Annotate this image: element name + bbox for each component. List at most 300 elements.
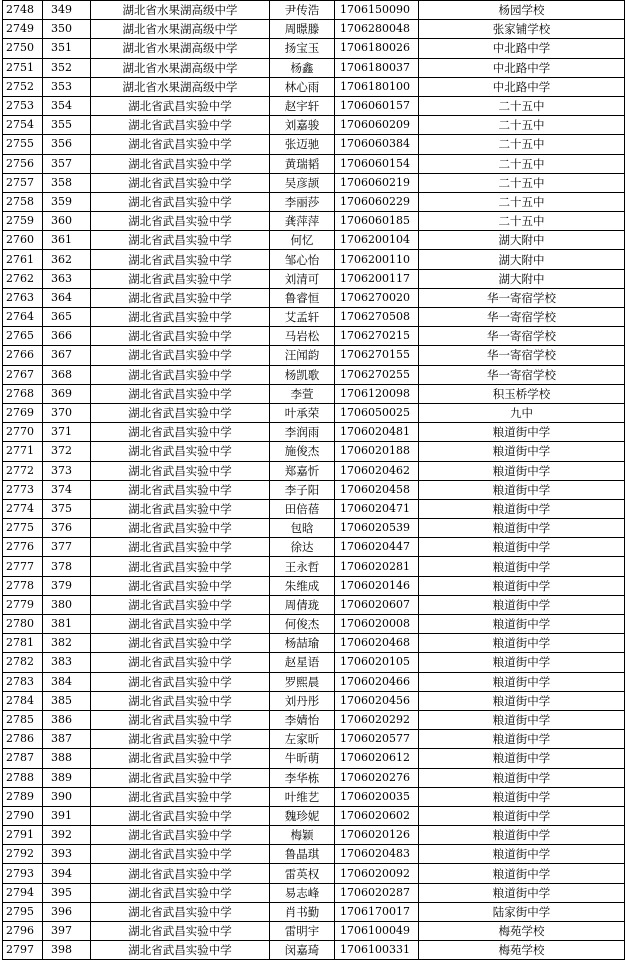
admitting-school-cell: 湖北省水果湖高级中学 (91, 58, 270, 77)
sequence-cell: 364 (43, 288, 91, 307)
student-name-cell: 李丽莎 (270, 192, 335, 211)
student-name-cell: 杨喆瑜 (270, 634, 335, 653)
admitting-school-cell: 湖北省水果湖高级中学 (91, 39, 270, 58)
table-row (3, 710, 625, 729)
sequence-cell: 385 (43, 691, 91, 710)
graduating-school-cell: 粮道街中学 (419, 806, 625, 825)
student-name-cell: 何忆 (270, 231, 335, 250)
table-row (3, 173, 625, 192)
table-row (3, 403, 625, 422)
admitting-school-cell: 湖北省武昌实验中学 (91, 576, 270, 595)
sequence-cell: 386 (43, 710, 91, 729)
student-name-cell: 叶承荣 (270, 403, 335, 422)
sequence-cell: 379 (43, 576, 91, 595)
student-name-cell: 杨凯歌 (270, 365, 335, 384)
admitting-school-cell: 湖北省武昌实验中学 (91, 365, 270, 384)
exam-id-cell: 1706270020 (335, 288, 419, 307)
table-row (3, 346, 625, 365)
table-row (3, 212, 625, 231)
graduating-school-cell: 九中 (419, 403, 625, 422)
student-name-cell: 郑嘉忻 (270, 461, 335, 480)
exam-id-cell: 1706060384 (335, 135, 419, 154)
sequence-cell: 362 (43, 250, 91, 269)
admitting-school-cell: 湖北省武昌实验中学 (91, 557, 270, 576)
row-number-cell: 2787 (3, 749, 43, 768)
exam-id-cell: 1706180100 (335, 77, 419, 96)
exam-id-cell: 1706170017 (335, 902, 419, 921)
sequence-cell: 363 (43, 269, 91, 288)
exam-id-cell: 1706060219 (335, 173, 419, 192)
table-row (3, 615, 625, 634)
admitting-school-cell: 湖北省武昌实验中学 (91, 730, 270, 749)
sequence-cell: 349 (43, 1, 91, 20)
graduating-school-cell: 粮道街中学 (419, 557, 625, 576)
exam-id-cell: 1706020188 (335, 442, 419, 461)
table-row (3, 365, 625, 384)
student-name-cell: 李润雨 (270, 423, 335, 442)
student-name-cell: 杨鑫 (270, 58, 335, 77)
sequence-cell: 395 (43, 883, 91, 902)
exam-id-cell: 1706020281 (335, 557, 419, 576)
student-name-cell: 魏珍妮 (270, 806, 335, 825)
row-number-cell: 2774 (3, 499, 43, 518)
admitting-school-cell: 湖北省武昌实验中学 (91, 691, 270, 710)
sequence-cell: 370 (43, 403, 91, 422)
graduating-school-cell: 粮道街中学 (419, 691, 625, 710)
admitting-school-cell: 湖北省武昌实验中学 (91, 442, 270, 461)
exam-id-cell: 1706280048 (335, 20, 419, 39)
exam-id-cell: 1706270155 (335, 346, 419, 365)
row-number-cell: 2771 (3, 442, 43, 461)
admitting-school-cell: 湖北省武昌实验中学 (91, 96, 270, 115)
admitting-school-cell: 湖北省武昌实验中学 (91, 768, 270, 787)
exam-id-cell: 1706020146 (335, 576, 419, 595)
row-number-cell: 2770 (3, 423, 43, 442)
exam-id-cell: 1706020607 (335, 595, 419, 614)
table-row (3, 845, 625, 864)
table-row (3, 442, 625, 461)
exam-id-cell: 1706020577 (335, 730, 419, 749)
sequence-cell: 354 (43, 96, 91, 115)
row-number-cell: 2766 (3, 346, 43, 365)
student-name-cell: 马岩松 (270, 327, 335, 346)
table-row (3, 941, 625, 960)
exam-id-cell: 1706020276 (335, 768, 419, 787)
student-name-cell: 刘丹彤 (270, 691, 335, 710)
table-row (3, 557, 625, 576)
graduating-school-cell: 陆家街中学 (419, 902, 625, 921)
row-number-cell: 2778 (3, 576, 43, 595)
table-row (3, 20, 625, 39)
table-row (3, 423, 625, 442)
graduating-school-cell: 粮道街中学 (419, 499, 625, 518)
student-name-cell: 易志峰 (270, 883, 335, 902)
table-body (3, 1, 625, 960)
exam-id-cell: 1706060157 (335, 96, 419, 115)
student-name-cell: 田倍蓓 (270, 499, 335, 518)
student-name-cell: 刘嘉骏 (270, 116, 335, 135)
sequence-cell: 371 (43, 423, 91, 442)
graduating-school-cell: 二十五中 (419, 154, 625, 173)
table-row (3, 595, 625, 614)
student-name-cell: 李萱 (270, 384, 335, 403)
admitting-school-cell: 湖北省武昌实验中学 (91, 250, 270, 269)
admitting-school-cell: 湖北省武昌实验中学 (91, 806, 270, 825)
admitting-school-cell: 湖北省武昌实验中学 (91, 941, 270, 960)
student-name-cell: 刘清可 (270, 269, 335, 288)
row-number-cell: 2776 (3, 538, 43, 557)
table-row (3, 77, 625, 96)
sequence-cell: 374 (43, 480, 91, 499)
exam-id-cell: 1706270508 (335, 308, 419, 327)
student-name-cell: 邹心怡 (270, 250, 335, 269)
row-number-cell: 2750 (3, 39, 43, 58)
table-row (3, 116, 625, 135)
row-number-cell: 2788 (3, 768, 43, 787)
sequence-cell: 391 (43, 806, 91, 825)
admitting-school-cell: 湖北省武昌实验中学 (91, 135, 270, 154)
student-name-cell: 雷英权 (270, 864, 335, 883)
admitting-school-cell: 湖北省武昌实验中学 (91, 173, 270, 192)
graduating-school-cell: 湖大附中 (419, 250, 625, 269)
admitting-school-cell: 湖北省武昌实验中学 (91, 883, 270, 902)
student-name-cell: 闵嘉琦 (270, 941, 335, 960)
student-name-cell: 李子阳 (270, 480, 335, 499)
sequence-cell: 355 (43, 116, 91, 135)
exam-id-cell: 1706120098 (335, 384, 419, 403)
graduating-school-cell: 华一寄宿学校 (419, 288, 625, 307)
graduating-school-cell: 粮道街中学 (419, 595, 625, 614)
row-number-cell: 2765 (3, 327, 43, 346)
student-name-cell: 周暻滕 (270, 20, 335, 39)
table-row (3, 634, 625, 653)
table-row (3, 576, 625, 595)
admitting-school-cell: 湖北省武昌实验中学 (91, 231, 270, 250)
sequence-cell: 352 (43, 58, 91, 77)
exam-id-cell: 1706020458 (335, 480, 419, 499)
sequence-cell: 389 (43, 768, 91, 787)
table-row (3, 826, 625, 845)
exam-id-cell: 1706060185 (335, 212, 419, 231)
admitting-school-cell: 湖北省武昌实验中学 (91, 902, 270, 921)
admitting-school-cell: 湖北省武昌实验中学 (91, 845, 270, 864)
sequence-cell: 398 (43, 941, 91, 960)
table-row (3, 96, 625, 115)
sequence-cell: 387 (43, 730, 91, 749)
table-row (3, 806, 625, 825)
graduating-school-cell: 粮道街中学 (419, 883, 625, 902)
student-name-cell: 朱维成 (270, 576, 335, 595)
graduating-school-cell: 粮道街中学 (419, 615, 625, 634)
table-row (3, 231, 625, 250)
graduating-school-cell: 中北路中学 (419, 77, 625, 96)
row-number-cell: 2783 (3, 672, 43, 691)
table-row (3, 192, 625, 211)
graduating-school-cell: 华一寄宿学校 (419, 346, 625, 365)
row-number-cell: 2763 (3, 288, 43, 307)
sequence-cell: 394 (43, 864, 91, 883)
student-name-cell: 黄瑞韬 (270, 154, 335, 173)
row-number-cell: 2769 (3, 403, 43, 422)
graduating-school-cell: 二十五中 (419, 173, 625, 192)
admitting-school-cell: 湖北省武昌实验中学 (91, 116, 270, 135)
graduating-school-cell: 华一寄宿学校 (419, 365, 625, 384)
row-number-cell: 2760 (3, 231, 43, 250)
graduating-school-cell: 粮道街中学 (419, 519, 625, 538)
admitting-school-cell: 湖北省武昌实验中学 (91, 787, 270, 806)
sequence-cell: 384 (43, 672, 91, 691)
graduating-school-cell: 湖大附中 (419, 231, 625, 250)
exam-id-cell: 1706020092 (335, 864, 419, 883)
admitting-school-cell: 湖北省武昌实验中学 (91, 154, 270, 173)
sequence-cell: 396 (43, 902, 91, 921)
exam-id-cell: 1706100331 (335, 941, 419, 960)
graduating-school-cell: 中北路中学 (419, 39, 625, 58)
row-number-cell: 2754 (3, 116, 43, 135)
sequence-cell: 376 (43, 519, 91, 538)
student-name-cell: 牛昕萌 (270, 749, 335, 768)
exam-id-cell: 1706180037 (335, 58, 419, 77)
graduating-school-cell: 粮道街中学 (419, 461, 625, 480)
row-number-cell: 2749 (3, 20, 43, 39)
exam-id-cell: 1706150090 (335, 1, 419, 20)
student-name-cell: 鲁睿恒 (270, 288, 335, 307)
student-name-cell: 左家昕 (270, 730, 335, 749)
row-number-cell: 2762 (3, 269, 43, 288)
sequence-cell: 397 (43, 922, 91, 941)
row-number-cell: 2752 (3, 77, 43, 96)
student-name-cell: 张迈驰 (270, 135, 335, 154)
exam-id-cell: 1706020035 (335, 787, 419, 806)
sequence-cell: 350 (43, 20, 91, 39)
table-row (3, 499, 625, 518)
table-row (3, 902, 625, 921)
table-row (3, 787, 625, 806)
exam-id-cell: 1706020483 (335, 845, 419, 864)
graduating-school-cell: 二十五中 (419, 96, 625, 115)
row-number-cell: 2782 (3, 653, 43, 672)
graduating-school-cell: 梅苑学校 (419, 922, 625, 941)
graduating-school-cell: 粮道街中学 (419, 423, 625, 442)
sequence-cell: 381 (43, 615, 91, 634)
sequence-cell: 393 (43, 845, 91, 864)
sequence-cell: 365 (43, 308, 91, 327)
sequence-cell: 388 (43, 749, 91, 768)
row-number-cell: 2748 (3, 1, 43, 20)
graduating-school-cell: 粮道街中学 (419, 576, 625, 595)
exam-id-cell: 1706060154 (335, 154, 419, 173)
admitting-school-cell: 湖北省武昌实验中学 (91, 423, 270, 442)
row-number-cell: 2797 (3, 941, 43, 960)
exam-id-cell: 1706020468 (335, 634, 419, 653)
exam-id-cell: 1706020447 (335, 538, 419, 557)
student-name-cell: 尹传浩 (270, 1, 335, 20)
graduating-school-cell: 华一寄宿学校 (419, 327, 625, 346)
exam-id-cell: 1706020292 (335, 710, 419, 729)
student-name-cell: 林心雨 (270, 77, 335, 96)
exam-id-cell: 1706020105 (335, 653, 419, 672)
exam-id-cell: 1706020126 (335, 826, 419, 845)
row-number-cell: 2756 (3, 154, 43, 173)
row-number-cell: 2791 (3, 826, 43, 845)
admitting-school-cell: 湖北省武昌实验中学 (91, 461, 270, 480)
exam-id-cell: 1706020287 (335, 883, 419, 902)
admitting-school-cell: 湖北省武昌实验中学 (91, 308, 270, 327)
exam-id-cell: 1706200117 (335, 269, 419, 288)
graduating-school-cell: 二十五中 (419, 135, 625, 154)
row-number-cell: 2753 (3, 96, 43, 115)
exam-id-cell: 1706020612 (335, 749, 419, 768)
exam-id-cell: 1706020481 (335, 423, 419, 442)
sequence-cell: 366 (43, 327, 91, 346)
row-number-cell: 2773 (3, 480, 43, 499)
row-number-cell: 2759 (3, 212, 43, 231)
graduating-school-cell: 粮道街中学 (419, 672, 625, 691)
sequence-cell: 373 (43, 461, 91, 480)
admitting-school-cell: 湖北省武昌实验中学 (91, 519, 270, 538)
graduating-school-cell: 粮道街中学 (419, 768, 625, 787)
table-row (3, 672, 625, 691)
sequence-cell: 360 (43, 212, 91, 231)
exam-id-cell: 1706050025 (335, 403, 419, 422)
student-name-cell: 艾孟轩 (270, 308, 335, 327)
student-name-cell: 施俊杰 (270, 442, 335, 461)
sequence-cell: 353 (43, 77, 91, 96)
exam-id-cell: 1706270255 (335, 365, 419, 384)
graduating-school-cell: 杨园学校 (419, 1, 625, 20)
row-number-cell: 2758 (3, 192, 43, 211)
sequence-cell: 380 (43, 595, 91, 614)
sequence-cell: 357 (43, 154, 91, 173)
row-number-cell: 2794 (3, 883, 43, 902)
student-name-cell: 何俊杰 (270, 615, 335, 634)
row-number-cell: 2757 (3, 173, 43, 192)
graduating-school-cell: 粮道街中学 (419, 442, 625, 461)
sequence-cell: 367 (43, 346, 91, 365)
table-row (3, 519, 625, 538)
row-number-cell: 2792 (3, 845, 43, 864)
student-name-cell: 肖书勤 (270, 902, 335, 921)
table-row (3, 691, 625, 710)
admitting-school-cell: 湖北省武昌实验中学 (91, 192, 270, 211)
row-number-cell: 2764 (3, 308, 43, 327)
admitting-school-cell: 湖北省武昌实验中学 (91, 826, 270, 845)
admitting-school-cell: 湖北省武昌实验中学 (91, 595, 270, 614)
graduating-school-cell: 张家铺学校 (419, 20, 625, 39)
table-row (3, 730, 625, 749)
row-number-cell: 2793 (3, 864, 43, 883)
student-name-cell: 雷明宇 (270, 922, 335, 941)
student-name-cell: 包晗 (270, 519, 335, 538)
sequence-cell: 392 (43, 826, 91, 845)
admitting-school-cell: 湖北省武昌实验中学 (91, 615, 270, 634)
student-name-cell: 梅颖 (270, 826, 335, 845)
table-row (3, 135, 625, 154)
exam-id-cell: 1706020466 (335, 672, 419, 691)
table-row (3, 250, 625, 269)
admitting-school-cell: 湖北省水果湖高级中学 (91, 77, 270, 96)
exam-id-cell: 1706180026 (335, 39, 419, 58)
row-number-cell: 2772 (3, 461, 43, 480)
table-row (3, 461, 625, 480)
sequence-cell: 369 (43, 384, 91, 403)
table-row (3, 749, 625, 768)
admitting-school-cell: 湖北省武昌实验中学 (91, 288, 270, 307)
sequence-cell: 372 (43, 442, 91, 461)
exam-id-cell: 1706020539 (335, 519, 419, 538)
admitting-school-cell: 湖北省武昌实验中学 (91, 327, 270, 346)
admitting-school-cell: 湖北省武昌实验中学 (91, 384, 270, 403)
table-row (3, 653, 625, 672)
sequence-cell: 377 (43, 538, 91, 557)
table-row (3, 883, 625, 902)
exam-id-cell: 1706020471 (335, 499, 419, 518)
student-name-cell: 龚萍萍 (270, 212, 335, 231)
sequence-cell: 361 (43, 231, 91, 250)
graduating-school-cell: 粮道街中学 (419, 845, 625, 864)
sequence-cell: 351 (43, 39, 91, 58)
student-name-cell: 汪闻韵 (270, 346, 335, 365)
admitting-school-cell: 湖北省武昌实验中学 (91, 212, 270, 231)
exam-id-cell: 1706020602 (335, 806, 419, 825)
table-row (3, 58, 625, 77)
graduating-school-cell: 粮道街中学 (419, 826, 625, 845)
sequence-cell: 390 (43, 787, 91, 806)
table-row (3, 768, 625, 787)
row-number-cell: 2784 (3, 691, 43, 710)
student-name-cell: 徐达 (270, 538, 335, 557)
table-row (3, 384, 625, 403)
row-number-cell: 2755 (3, 135, 43, 154)
admitting-school-cell: 湖北省武昌实验中学 (91, 864, 270, 883)
student-name-cell: 吴彦颉 (270, 173, 335, 192)
graduating-school-cell: 粮道街中学 (419, 730, 625, 749)
graduating-school-cell: 中北路中学 (419, 58, 625, 77)
student-name-cell: 赵宇轩 (270, 96, 335, 115)
row-number-cell: 2767 (3, 365, 43, 384)
table-row (3, 922, 625, 941)
graduating-school-cell: 湖大附中 (419, 269, 625, 288)
sequence-cell: 358 (43, 173, 91, 192)
row-number-cell: 2786 (3, 730, 43, 749)
sequence-cell: 356 (43, 135, 91, 154)
admitting-school-cell: 湖北省水果湖高级中学 (91, 20, 270, 39)
row-number-cell: 2781 (3, 634, 43, 653)
admitting-school-cell: 湖北省武昌实验中学 (91, 749, 270, 768)
admitting-school-cell: 湖北省武昌实验中学 (91, 710, 270, 729)
admitting-school-cell: 湖北省武昌实验中学 (91, 653, 270, 672)
row-number-cell: 2789 (3, 787, 43, 806)
admitting-school-cell: 湖北省武昌实验中学 (91, 269, 270, 288)
table-row (3, 327, 625, 346)
admitting-school-cell: 湖北省武昌实验中学 (91, 346, 270, 365)
graduating-school-cell: 梅苑学校 (419, 941, 625, 960)
graduating-school-cell: 二十五中 (419, 192, 625, 211)
graduating-school-cell: 粮道街中学 (419, 538, 625, 557)
graduating-school-cell: 粮道街中学 (419, 634, 625, 653)
table-row (3, 154, 625, 173)
admitting-school-cell: 湖北省武昌实验中学 (91, 403, 270, 422)
exam-id-cell: 1706020462 (335, 461, 419, 480)
student-name-cell: 赵星语 (270, 653, 335, 672)
table-row (3, 538, 625, 557)
sequence-cell: 368 (43, 365, 91, 384)
sequence-cell: 383 (43, 653, 91, 672)
row-number-cell: 2768 (3, 384, 43, 403)
admitting-school-cell: 湖北省武昌实验中学 (91, 922, 270, 941)
student-name-cell: 李华栋 (270, 768, 335, 787)
row-number-cell: 2761 (3, 250, 43, 269)
